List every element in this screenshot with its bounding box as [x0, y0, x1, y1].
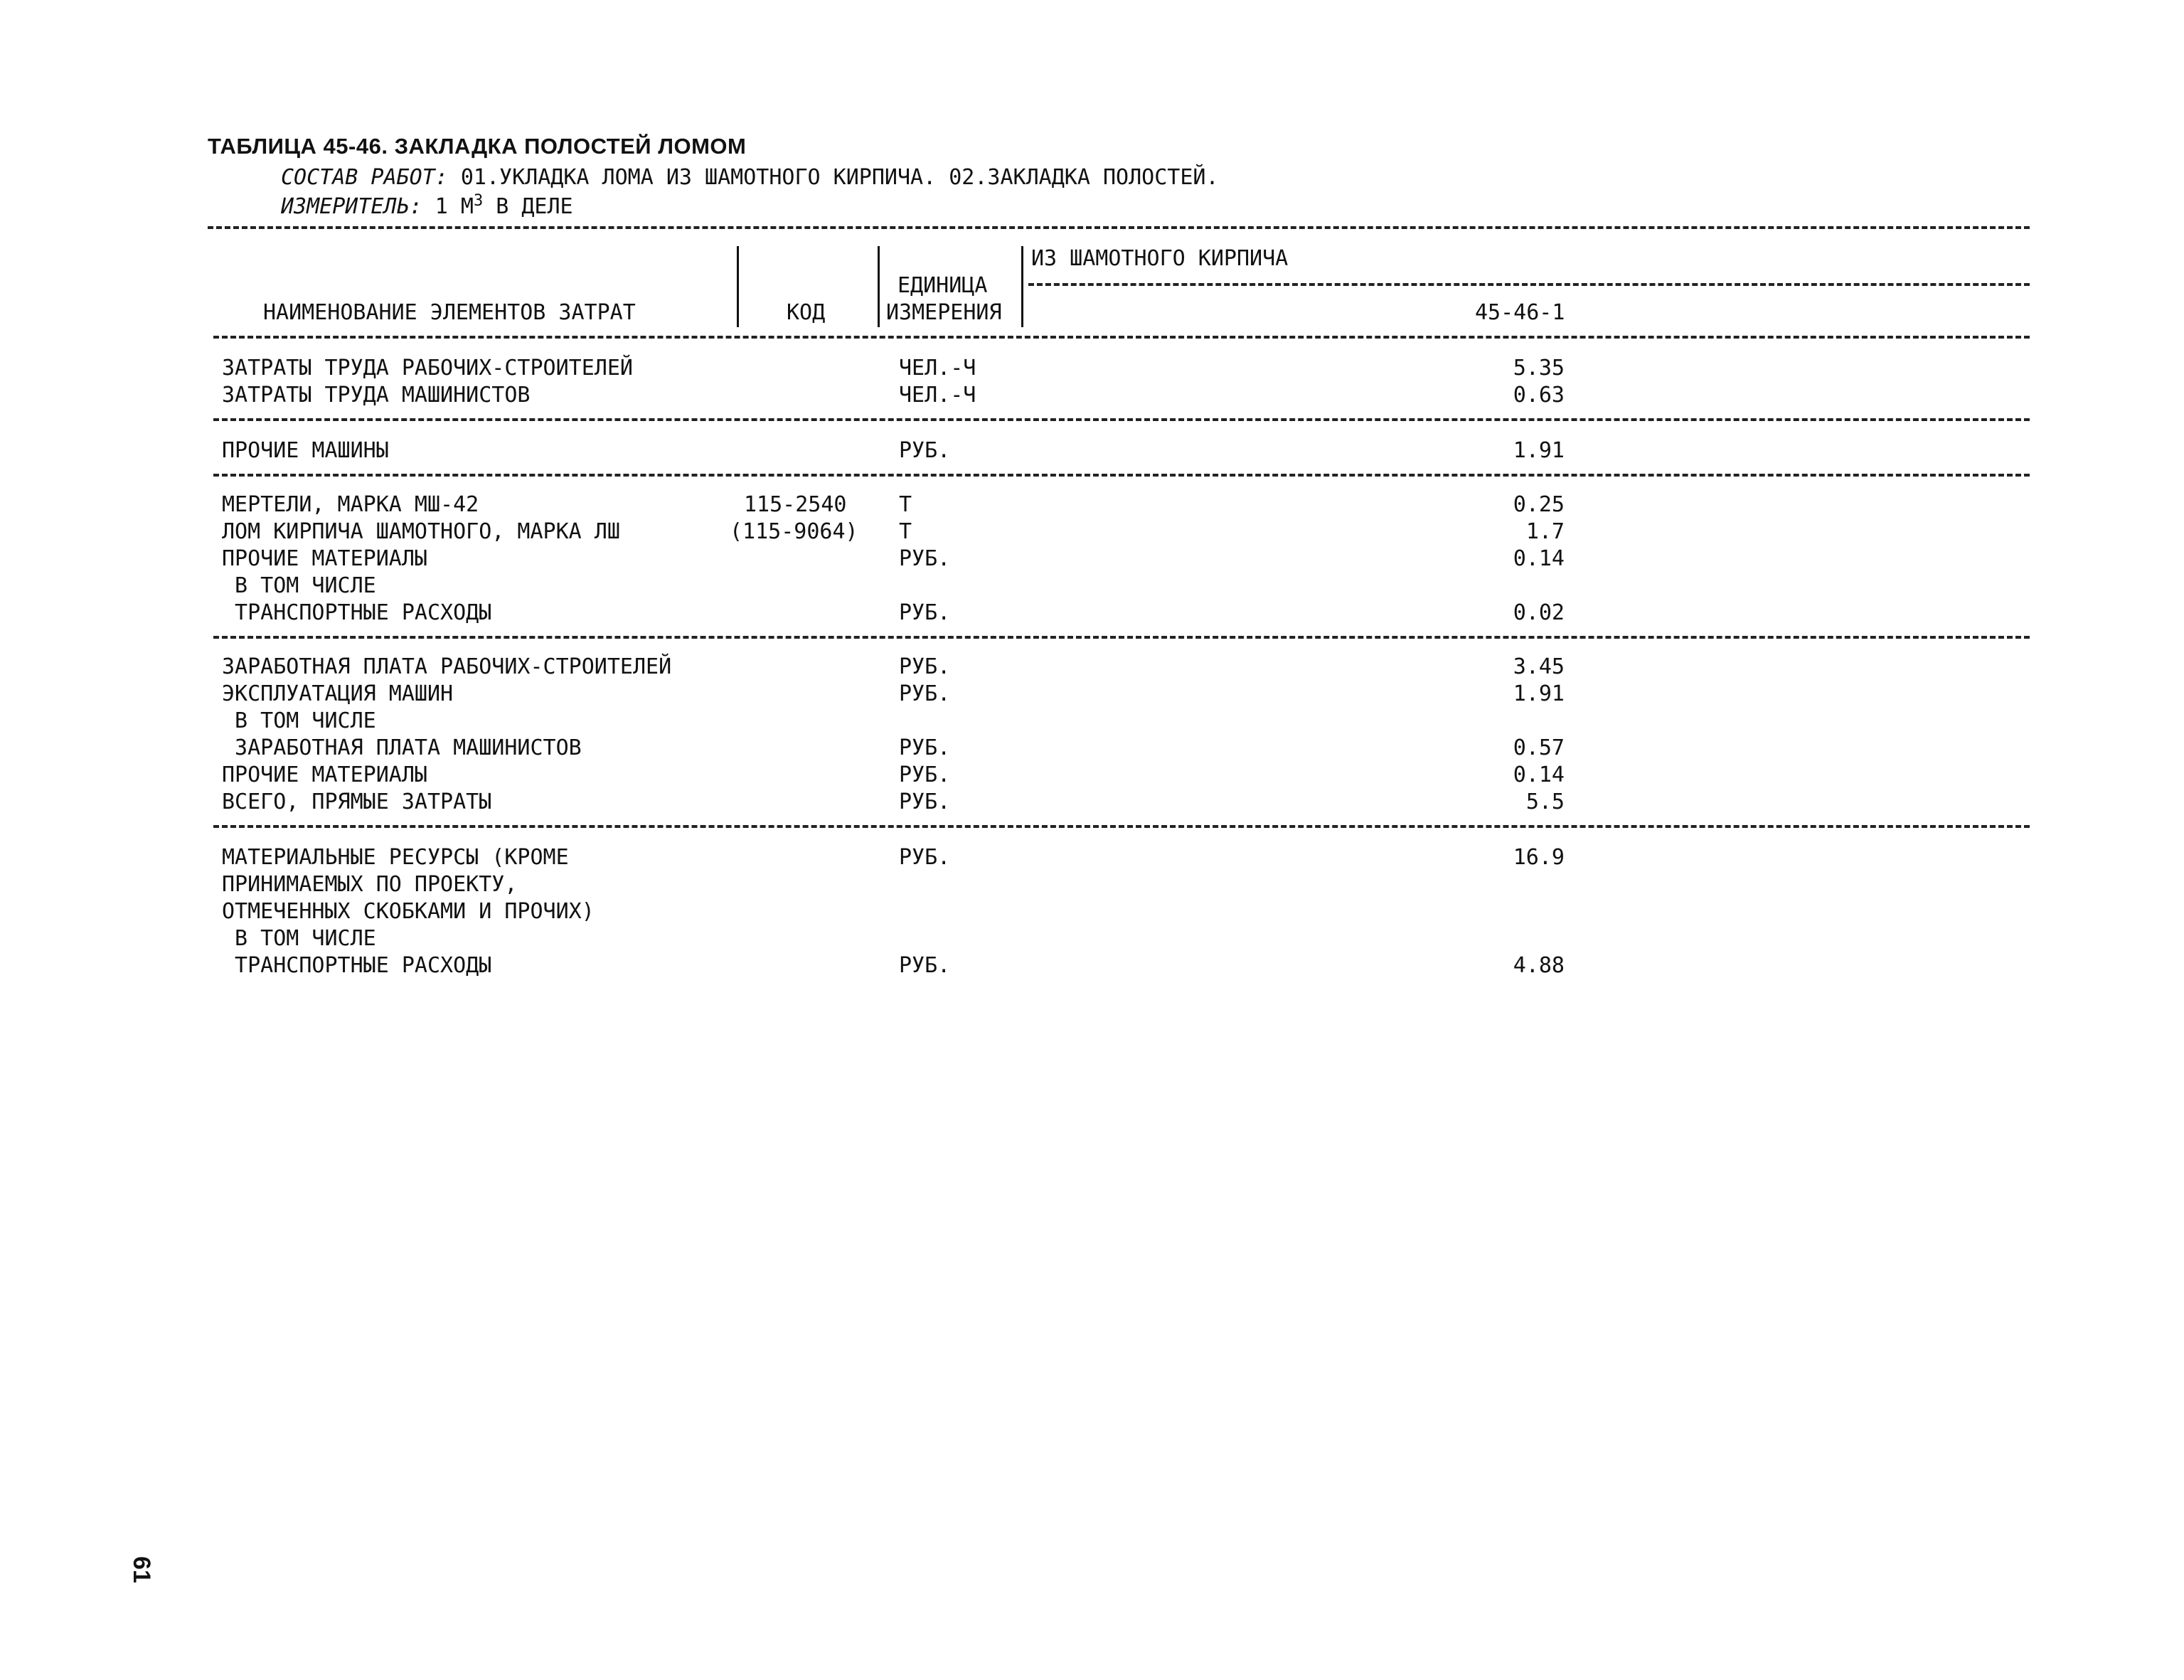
measure-exponent: 3: [473, 192, 484, 210]
row-value: 0.14: [1513, 762, 1565, 787]
row-name: ТРАНСПОРТНЫЕ РАСХОДЫ: [222, 600, 492, 625]
page-number: 61: [128, 1556, 155, 1583]
row-code: 115-2540: [744, 492, 847, 517]
header-divider: [878, 246, 880, 327]
row-name: ЛОМ КИРПИЧА ШАМОТНОГО, МАРКА ЛШ: [222, 519, 620, 544]
work-composition-label: СОСТАВ РАБОТ:: [281, 165, 448, 190]
row-name: В ТОМ ЧИСЛЕ: [222, 926, 376, 951]
header-divider: [1021, 246, 1023, 327]
row-name: ЗАРАБОТНАЯ ПЛАТА МАШИНИСТОВ: [222, 735, 582, 760]
row-name: МЕРТЕЛИ, МАРКА МШ-42: [222, 492, 479, 517]
row-value: 4.88: [1513, 953, 1565, 978]
row-unit: Т: [899, 492, 912, 517]
separator-costs: [213, 825, 2030, 828]
row-name: ПРОЧИЕ МАТЕРИАЛЫ: [222, 546, 427, 571]
separator-labor: [213, 418, 2030, 421]
row-name: В ТОМ ЧИСЛЕ: [222, 573, 376, 598]
row-value: 0.02: [1513, 600, 1565, 625]
row-unit: ЧЕЛ.-Ч: [899, 383, 976, 408]
row-unit: РУБ.: [899, 735, 951, 760]
column-header-unit-line1: ЕДИНИЦА: [897, 273, 988, 298]
row-name: ЗАТРАТЫ ТРУДА МАШИНИСТОВ: [222, 383, 531, 408]
row-unit: РУБ.: [899, 762, 951, 787]
row-unit: РУБ.: [899, 654, 951, 679]
row-value: 0.57: [1513, 735, 1565, 760]
row-name: МАТЕРИАЛЬНЫЕ РЕСУРСЫ (КРОМЕ: [222, 845, 569, 870]
row-unit: Т: [899, 519, 912, 544]
work-composition-text: 01.УКЛАДКА ЛОМА ИЗ ШАМОТНОГО КИРПИЧА. 02.ЗАКЛАДКА ПОЛОСТЕЙ.: [460, 165, 1219, 190]
row-name: ВСЕГО, ПРЯМЫЕ ЗАТРАТЫ: [222, 790, 492, 814]
row-unit: РУБ.: [899, 845, 951, 870]
row-name: ПРОЧИЕ МАТЕРИАЛЫ: [222, 762, 427, 787]
row-unit: РУБ.: [899, 953, 951, 978]
separator-header: [213, 336, 2030, 339]
table-title: ТАБЛИЦА 45-46. ЗАКЛАДКА ПОЛОСТЕЙ ЛОМОМ: [208, 134, 747, 159]
measure-unit: [281, 192, 573, 219]
row-name: ЗАРАБОТНАЯ ПЛАТА РАБОЧИХ-СТРОИТЕЛЕЙ: [222, 654, 672, 679]
row-name: ЭКСПЛУАТАЦИЯ МАШИН: [222, 681, 454, 706]
row-unit: ЧЕЛ.-Ч: [899, 356, 976, 381]
measure-label: ИЗМЕРИТЕЛЬ:: [281, 194, 422, 219]
column-header-name: НАИМЕНОВАНИЕ ЭЛЕМЕНТОВ ЗАТРАТ: [263, 300, 636, 325]
row-value: 1.91: [1513, 681, 1565, 706]
row-value: 16.9: [1513, 845, 1565, 870]
row-unit: РУБ.: [899, 438, 951, 463]
row-name: ЗАТРАТЫ ТРУДА РАБОЧИХ-СТРОИТЕЛЕЙ: [222, 356, 633, 381]
row-value: 1.91: [1513, 438, 1565, 463]
row-value: 3.45: [1513, 654, 1565, 679]
separator-group: [1028, 283, 2030, 286]
separator-materials: [213, 636, 2030, 639]
row-name: ПРОЧИЕ МАШИНЫ: [222, 438, 389, 463]
column-header-code: КОД: [787, 300, 826, 325]
row-unit: РУБ.: [899, 790, 951, 814]
row-name: В ТОМ ЧИСЛЕ: [222, 708, 376, 733]
row-value: 0.25: [1513, 492, 1565, 517]
row-name: ПРИНИМАЕМЫХ ПО ПРОЕКТУ,: [222, 872, 518, 897]
row-value: 0.63: [1513, 383, 1565, 408]
header-divider: [737, 246, 739, 327]
row-unit: РУБ.: [899, 600, 951, 625]
row-value: 1.7: [1525, 519, 1565, 544]
row-unit: РУБ.: [899, 546, 951, 571]
separator-machines: [213, 474, 2030, 477]
column-header-variant: 45-46-1: [1475, 300, 1565, 325]
row-name: ТРАНСПОРТНЫЕ РАСХОДЫ: [222, 953, 492, 978]
row-value: 0.14: [1513, 546, 1565, 571]
measure-suffix: В ДЕЛЕ: [483, 194, 573, 219]
work-composition: [281, 165, 1219, 190]
row-value: 5.5: [1525, 790, 1565, 814]
row-code: (115-9064): [730, 519, 858, 544]
row-name: ОТМЕЧЕННЫХ СКОБКАМИ И ПРОЧИХ): [222, 899, 595, 924]
measure-text: 1 М: [435, 194, 474, 219]
row-unit: РУБ.: [899, 681, 951, 706]
column-header-group: ИЗ ШАМОТНОГО КИРПИЧА: [1031, 246, 1289, 271]
column-header-unit-line2: ИЗМЕРЕНИЯ: [886, 300, 1002, 325]
separator-top: [208, 226, 2030, 229]
row-value: 5.35: [1513, 356, 1565, 381]
